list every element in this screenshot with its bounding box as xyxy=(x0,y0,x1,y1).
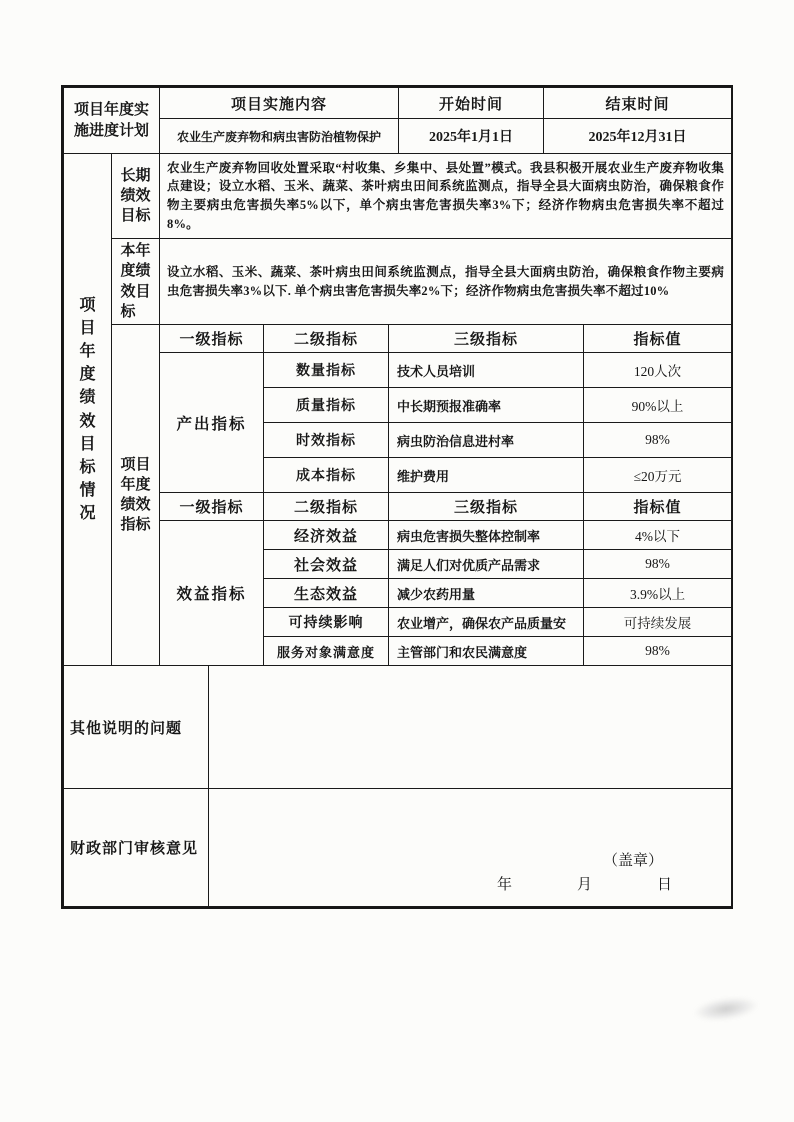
implementation-content-header: 项目实施内容 xyxy=(160,88,399,119)
output-level2-3: 成本指标 xyxy=(264,458,389,493)
benefit-level3-1: 满足人们对优质产品需求 xyxy=(389,550,584,579)
long-term-goal-label-cell xyxy=(112,154,160,239)
indicators-label: 项目年度绩效指标 xyxy=(120,456,151,534)
scan-artifact xyxy=(692,994,760,1025)
benefit-group-label: 效益指标 xyxy=(160,521,264,666)
benefit-value-2: 3.9%以上 xyxy=(584,579,732,608)
schedule-title: 项目年度实施进度计划 xyxy=(74,102,150,139)
review-opinion-label: 财政部门审核意见 xyxy=(64,789,209,907)
benefit-value-header: 指标值 xyxy=(584,493,732,521)
output-value-header: 指标值 xyxy=(584,325,732,353)
output-level3-0: 技术人员培训 xyxy=(389,353,584,388)
schedule-section xyxy=(63,87,732,154)
end-time-header: 结束时间 xyxy=(544,88,732,119)
benefit-level2-0: 经济效益 xyxy=(264,521,389,550)
benefit-level2-4: 服务对象满意度 xyxy=(264,637,389,666)
annual-goal-label: 本年度绩效目标 xyxy=(120,243,151,320)
output-value-0: 120人次 xyxy=(584,353,732,388)
output-value-2: 98% xyxy=(584,423,732,458)
start-time-value: 2025年1月1日 xyxy=(399,119,544,154)
benefit-level1-header: 一级指标 xyxy=(160,493,264,521)
performance-section-label: 项目年度绩效目标情况 xyxy=(79,296,96,523)
seal-label: （盖章） xyxy=(602,853,663,869)
benefit-level2-1: 社会效益 xyxy=(264,550,389,579)
review-section xyxy=(63,788,732,907)
start-time-header: 开始时间 xyxy=(399,88,544,119)
long-term-goal-text: 农业生产废弃物回收处置采取“村收集、乡集中、县处置”模式。我县积极开展农业生产废弃物收集点建设；设立水稻、玉米、蔬菜、茶叶病虫田间系统监测点，指导全县大面病虫防治，确保粮食作物主要病虫危害损失率5%以下，单个病虫害危害损失率3%下；经济作物病虫危害损失率不超过8%。 xyxy=(160,154,732,239)
output-value-3: ≤20万元 xyxy=(584,458,732,493)
benefit-level3-header: 三级指标 xyxy=(389,493,584,521)
output-level2-1: 质量指标 xyxy=(264,388,389,423)
performance-section-label-cell xyxy=(64,154,112,666)
output-level2-0: 数量指标 xyxy=(264,353,389,388)
benefit-level3-2: 减少农药用量 xyxy=(389,579,584,608)
benefit-level2-2: 生态效益 xyxy=(264,579,389,608)
end-time-value: 2025年12月31日 xyxy=(544,119,732,154)
other-issues-section xyxy=(63,665,732,789)
benefit-value-0: 4%以下 xyxy=(584,521,732,550)
output-group-label: 产出指标 xyxy=(160,353,264,493)
benefit-level2-header: 二级指标 xyxy=(264,493,389,521)
benefit-value-3: 可持续发展 xyxy=(584,608,732,637)
benefit-level3-4: 主管部门和农民满意度 xyxy=(389,637,584,666)
annual-goal-text: 设立水稻、玉米、蔬菜、茶叶病虫田间系统监测点，指导全县大面病虫防治，确保粮食作物主要病虫危害损失率3%以下. 单个病虫害危害损失率2%下；经济作物病虫危害损失率不超过10% xyxy=(160,239,732,325)
schedule-title-cell xyxy=(64,88,160,154)
output-level3-1: 中长期预报准确率 xyxy=(389,388,584,423)
output-level2-header: 二级指标 xyxy=(264,325,389,353)
output-level3-3: 维护费用 xyxy=(389,458,584,493)
table-row xyxy=(64,521,732,550)
benefit-level2-3: 可持续影响 xyxy=(264,608,389,637)
output-level3-2: 病虫防治信息进村率 xyxy=(389,423,584,458)
benefit-level3-0: 病虫危害损失整体控制率 xyxy=(389,521,584,550)
output-value-1: 90%以上 xyxy=(584,388,732,423)
output-level3-header: 三级指标 xyxy=(389,325,584,353)
output-level2-2: 时效指标 xyxy=(264,423,389,458)
output-level1-header: 一级指标 xyxy=(160,325,264,353)
annual-goal-label-cell xyxy=(112,239,160,325)
implementation-content-value: 农业生产废弃物和病虫害防治植物保护 xyxy=(160,119,399,154)
long-term-goal-label: 长期绩效目标 xyxy=(120,167,151,225)
other-issues-label: 其他说明的问题 xyxy=(64,666,209,789)
date-line: 年 月 日 xyxy=(496,877,673,893)
indicators-label-cell xyxy=(112,325,160,666)
benefit-value-4: 98% xyxy=(584,637,732,666)
benefit-value-1: 98% xyxy=(584,550,732,579)
benefit-level3-3: 农业增产，确保农产品质量安 xyxy=(389,608,584,637)
performance-section xyxy=(63,153,732,666)
review-content xyxy=(209,789,732,907)
other-issues-content xyxy=(209,666,732,789)
form-table xyxy=(61,85,733,909)
table-row xyxy=(64,353,732,388)
